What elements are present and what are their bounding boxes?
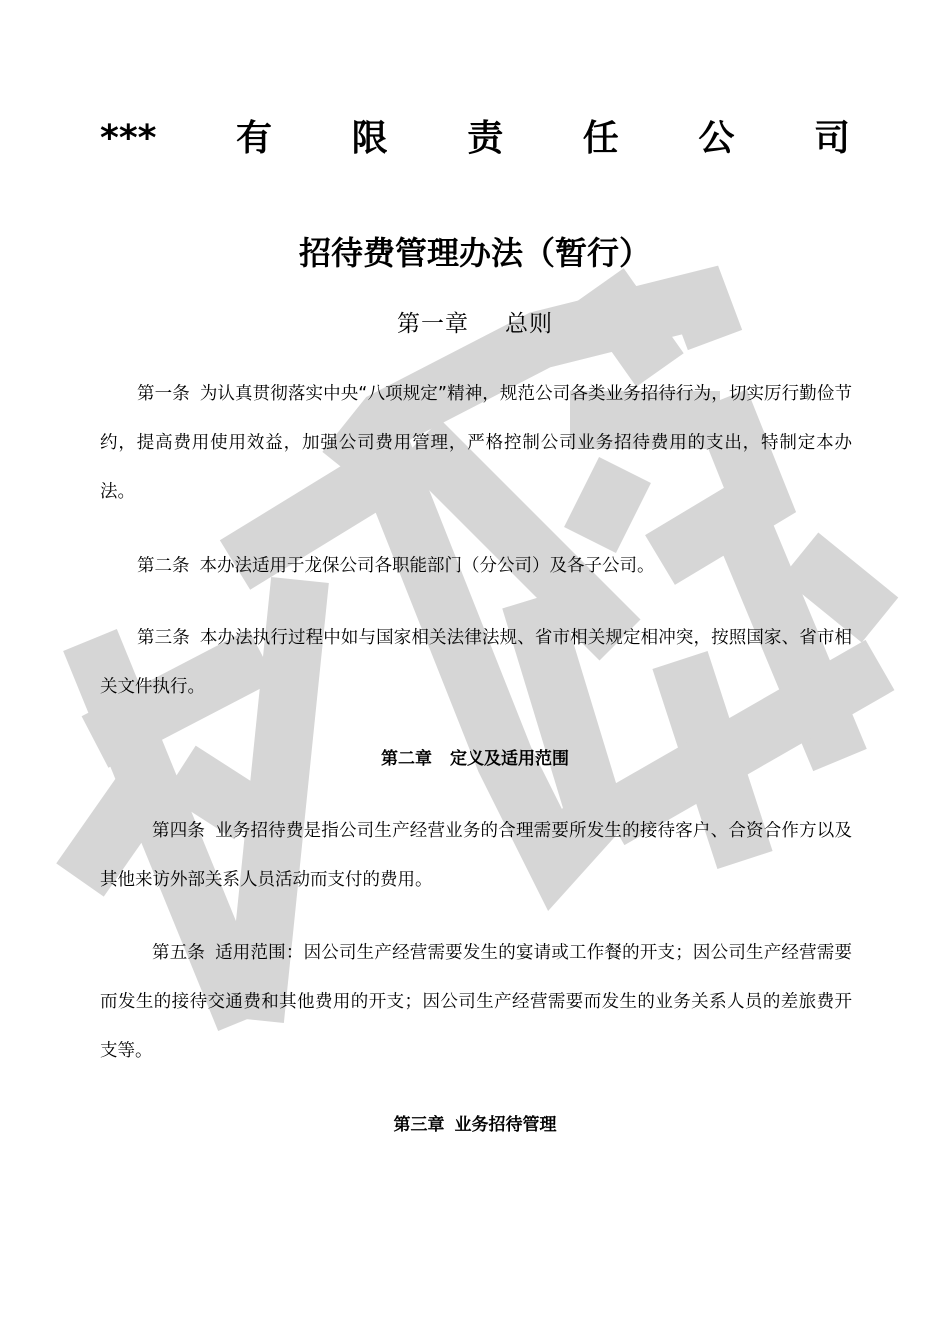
article-label: 第一条 xyxy=(137,384,190,404)
chapter-heading xyxy=(100,304,850,344)
company-title-char: 司 xyxy=(813,118,850,159)
article-label: 第二条 xyxy=(137,556,190,576)
company-title-char: 有 xyxy=(236,118,273,159)
company-title-char: *** xyxy=(100,118,157,159)
article-label: 第五条 xyxy=(152,943,206,963)
company-title-char: 公 xyxy=(698,118,735,159)
article-text: 本办法适用于龙保公司各职能部门（分公司）及各子公司。 xyxy=(199,556,655,576)
chapter-name: 业务招待管理 xyxy=(454,1115,557,1135)
chapter-number: 第一章 xyxy=(397,311,469,337)
chapter-name: 定义及适用范围 xyxy=(450,749,569,769)
article-text: 业务招待费是指公司生产经营业务的合理需要所发生的接待客户、合资合作方以及其他来访外部关系人员活动而支付的费用。 xyxy=(100,821,852,890)
chapter-name: 总则 xyxy=(505,311,553,337)
company-title-char: 任 xyxy=(582,118,619,159)
article-paragraph xyxy=(100,542,852,591)
document-title: 招待费管理办法（暂行） xyxy=(298,234,651,272)
company-title-char: 限 xyxy=(351,118,388,159)
article-paragraph xyxy=(100,370,852,517)
article-paragraph xyxy=(100,807,852,905)
company-title xyxy=(100,114,850,164)
article-label: 第四条 xyxy=(152,821,206,841)
article-text: 本办法执行过程中如与国家相关法律法规、省市相关规定相冲突，按照国家、省市相关文件执行。 xyxy=(100,628,853,697)
chapter-heading xyxy=(100,1110,850,1140)
company-title-char: 责 xyxy=(467,118,504,159)
article-text: 为认真贯彻落实中央“八项规定”精神，规范公司各类业务招待行为，切实厉行勤俭节约，提高费用使用效益，加强公司费用管理，严格控制公司业务招待费用的支出，特制定本办法。 xyxy=(100,384,852,502)
article-paragraph xyxy=(100,929,852,1076)
article-paragraph xyxy=(100,614,852,712)
article-text: 适用范围：因公司生产经营需要发生的宴请或工作餐的开支；因公司生产经营需要而发生的接待交通费和其他费用的开支；因公司生产经营需要而发生的业务关系人员的差旅费开支等。 xyxy=(100,943,852,1061)
chapter-number: 第二章 xyxy=(381,749,432,769)
article-label: 第三条 xyxy=(137,628,190,648)
chapter-heading xyxy=(100,744,850,774)
chapter-number: 第三章 xyxy=(393,1115,445,1135)
